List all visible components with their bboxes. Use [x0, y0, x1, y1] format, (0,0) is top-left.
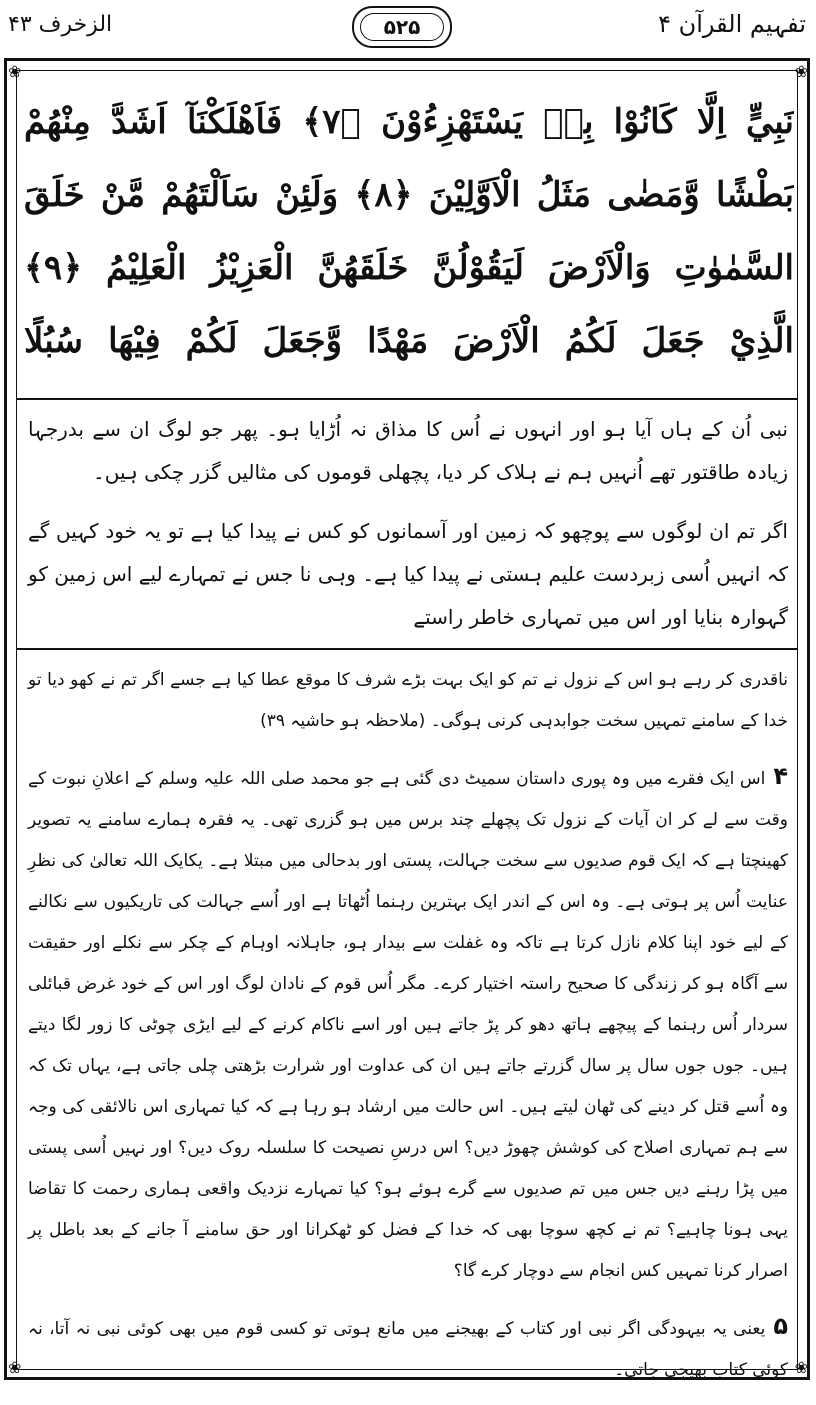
translation-paragraph: اگر تم ان لوگوں سے پوچھو کہ زمین اور آسمانوں کو کس نے پیدا کیا ہے تو یہ خود کہیں گے کہ انہیں اُسی زبردست علیم ہستی نے پیدا کیا ہے۔ وہی نا جس نے تمہارے لیے اس زمین کو گہوارہ بنایا اور اس میں تمہاری خاطر راستے: [28, 519, 788, 629]
page-number: ۵۲۵: [383, 15, 421, 39]
book-title: تفہیم القرآن ۴: [658, 10, 806, 38]
surah-name: الزخرف ۴۳: [8, 12, 113, 37]
arabic-verses: [24, 86, 794, 386]
divider: [16, 398, 798, 400]
footnote-text: یعنی یہ بیہودگی اگر نبی اور کتاب کے بھیجنے میں مانع ہوتی تو کسی قوم میں بھی کوئی نبی نہ آتا، نہ کوئی کتاب بھیجی جاتی۔: [28, 1319, 788, 1380]
footnote: [28, 756, 788, 1292]
corner-ornament-icon: ❀: [8, 1358, 22, 1377]
urdu-translation: [28, 408, 788, 655]
footnote-text: اس ایک فقرے میں وہ پوری داستان سمیٹ دی گئی ہے جو محمد صلی اللہ علیہ وسلم کے اعلانِ نبوت کے وقت سے لے کر ان آیات کے نزول تک پچھلے چند برس میں ہو گزری تھی۔ یہ فقرہ ہمارے سامنے یہ تصویر کھینچتا ہے کہ ایک قوم صدیوں سے سخت جہالت، پستی اور بدحالی میں مبتلا ہے۔ یکایک اللہ تعالیٰ کی نظرِ عنایت اُس پر ہوتی ہے۔ وہ اس کے اندر ایک بہترین رہنما اُٹھاتا ہے اور اُسے جہالت کی تاریکیوں سے نکالنے کے لیے خود اپنا کلام نازل کرتا ہے تاکہ وہ غفلت سے بیدار ہو، جاہلانہ اوہام کے چکر سے نکلے اور حقیقت سے آگاہ ہو کر زندگی کا صحیح راستہ اختیار کرے۔ مگر اُس قوم کے نادان لوگ اور اس کے خود غرض قبائلی سردار اُس رہنما کے پیچھے ہاتھ دھو کر پڑ جاتے ہیں اور اسے ناکام کرنے کے لیے ایڑی چوٹی کا زور لگا دیتے ہیں۔ جوں جوں سال پر سال گزرتے جاتے ہیں ان کی عداوت اور شرارت بڑھتی چلی جاتی ہے، یہاں تک کہ وہ اُسے قتل کر دینے کی ٹھان لیتے ہیں۔ اس حالت میں ارشاد ہو رہا ہے کہ کیا تمہاری اس نالائقی کی وجہ سے ہم تمہاری اصلاح کی کوشش چھوڑ دیں؟ اس درسِ نصیحت کا سلسلہ روک دیں؟ اور نہیں اُسی پستی میں پڑا رہنے دیں جس میں تم صدیوں سے گرے ہوئے ہو؟ کیا تمہارے نزدیک واقعی ہماری رحمت کا تقاضا یہی ہونا چاہیے؟ تم نے کچھ سوچا بھی کہ خدا کے فضل کو ٹھکرانا اور حق سامنے آ جانے کے بعد باطل پر اصرار کرنا تمہیں کس انجام سے دوچار کرے گا؟: [28, 769, 788, 1281]
corner-ornament-icon: ❀: [794, 1358, 808, 1377]
page-number-badge: [352, 6, 452, 48]
footnote-number: ۴: [773, 762, 788, 790]
footnote-number: ۵: [773, 1312, 789, 1340]
footnotes: [28, 660, 788, 1405]
arabic-line: السَّمٰوٰتِ وَالْاَرْضَ لَيَقُوْلُنَّ خَلَقَهُنَّ الْعَزِيْزُ الْعَلِيْمُ ﴿٩﴾: [24, 248, 794, 288]
page-header: [0, 0, 816, 54]
corner-ornament-icon: ❀: [8, 62, 22, 81]
arabic-line: نَبِيٍّ اِلَّا كَانُوْا بِهٖ يَسْتَهْزِءُوْنَ ﴿٧﴾ فَاَهْلَكْنَآ اَشَدَّ مِنْهُمْ: [24, 102, 794, 142]
arabic-line: بَطْشًا وَّمَضٰى مَثَلُ الْاَوَّلِيْنَ ﴿٨﴾ وَلَئِنْ سَاَلْتَهُمْ مَّنْ خَلَقَ: [24, 175, 794, 215]
divider: [16, 648, 798, 650]
corner-ornament-icon: ❀: [794, 62, 808, 81]
footnote: [28, 660, 788, 742]
footnote-text: ناقدری کر رہے ہو اس کے نزول نے تم کو ایک بہت بڑے شرف کا موقع عطا کیا ہے جسے اگر تم نے کھو دیا تو خدا کے سامنے تمہیں سخت جوابدہی کرنی ہوگی۔ (ملاحظہ ہو حاشیہ ۳۹): [28, 670, 788, 731]
translation-paragraph: نبی اُن کے ہاں آیا ہو اور انہوں نے اُس کا مذاق نہ اُڑایا ہو۔ پھر جو لوگ ان سے بدرجہا زیادہ طاقتور تھے اُنہیں ہم نے ہلاک کر دیا، پچھلی قوموں کی مثالیں گزر چکی ہیں۔: [28, 417, 788, 484]
footnote: [28, 1306, 788, 1391]
arabic-line: الَّذِيْ جَعَلَ لَكُمُ الْاَرْضَ مَهْدًا وَّجَعَلَ لَكُمْ فِيْهَا سُبُلًا: [24, 321, 794, 361]
